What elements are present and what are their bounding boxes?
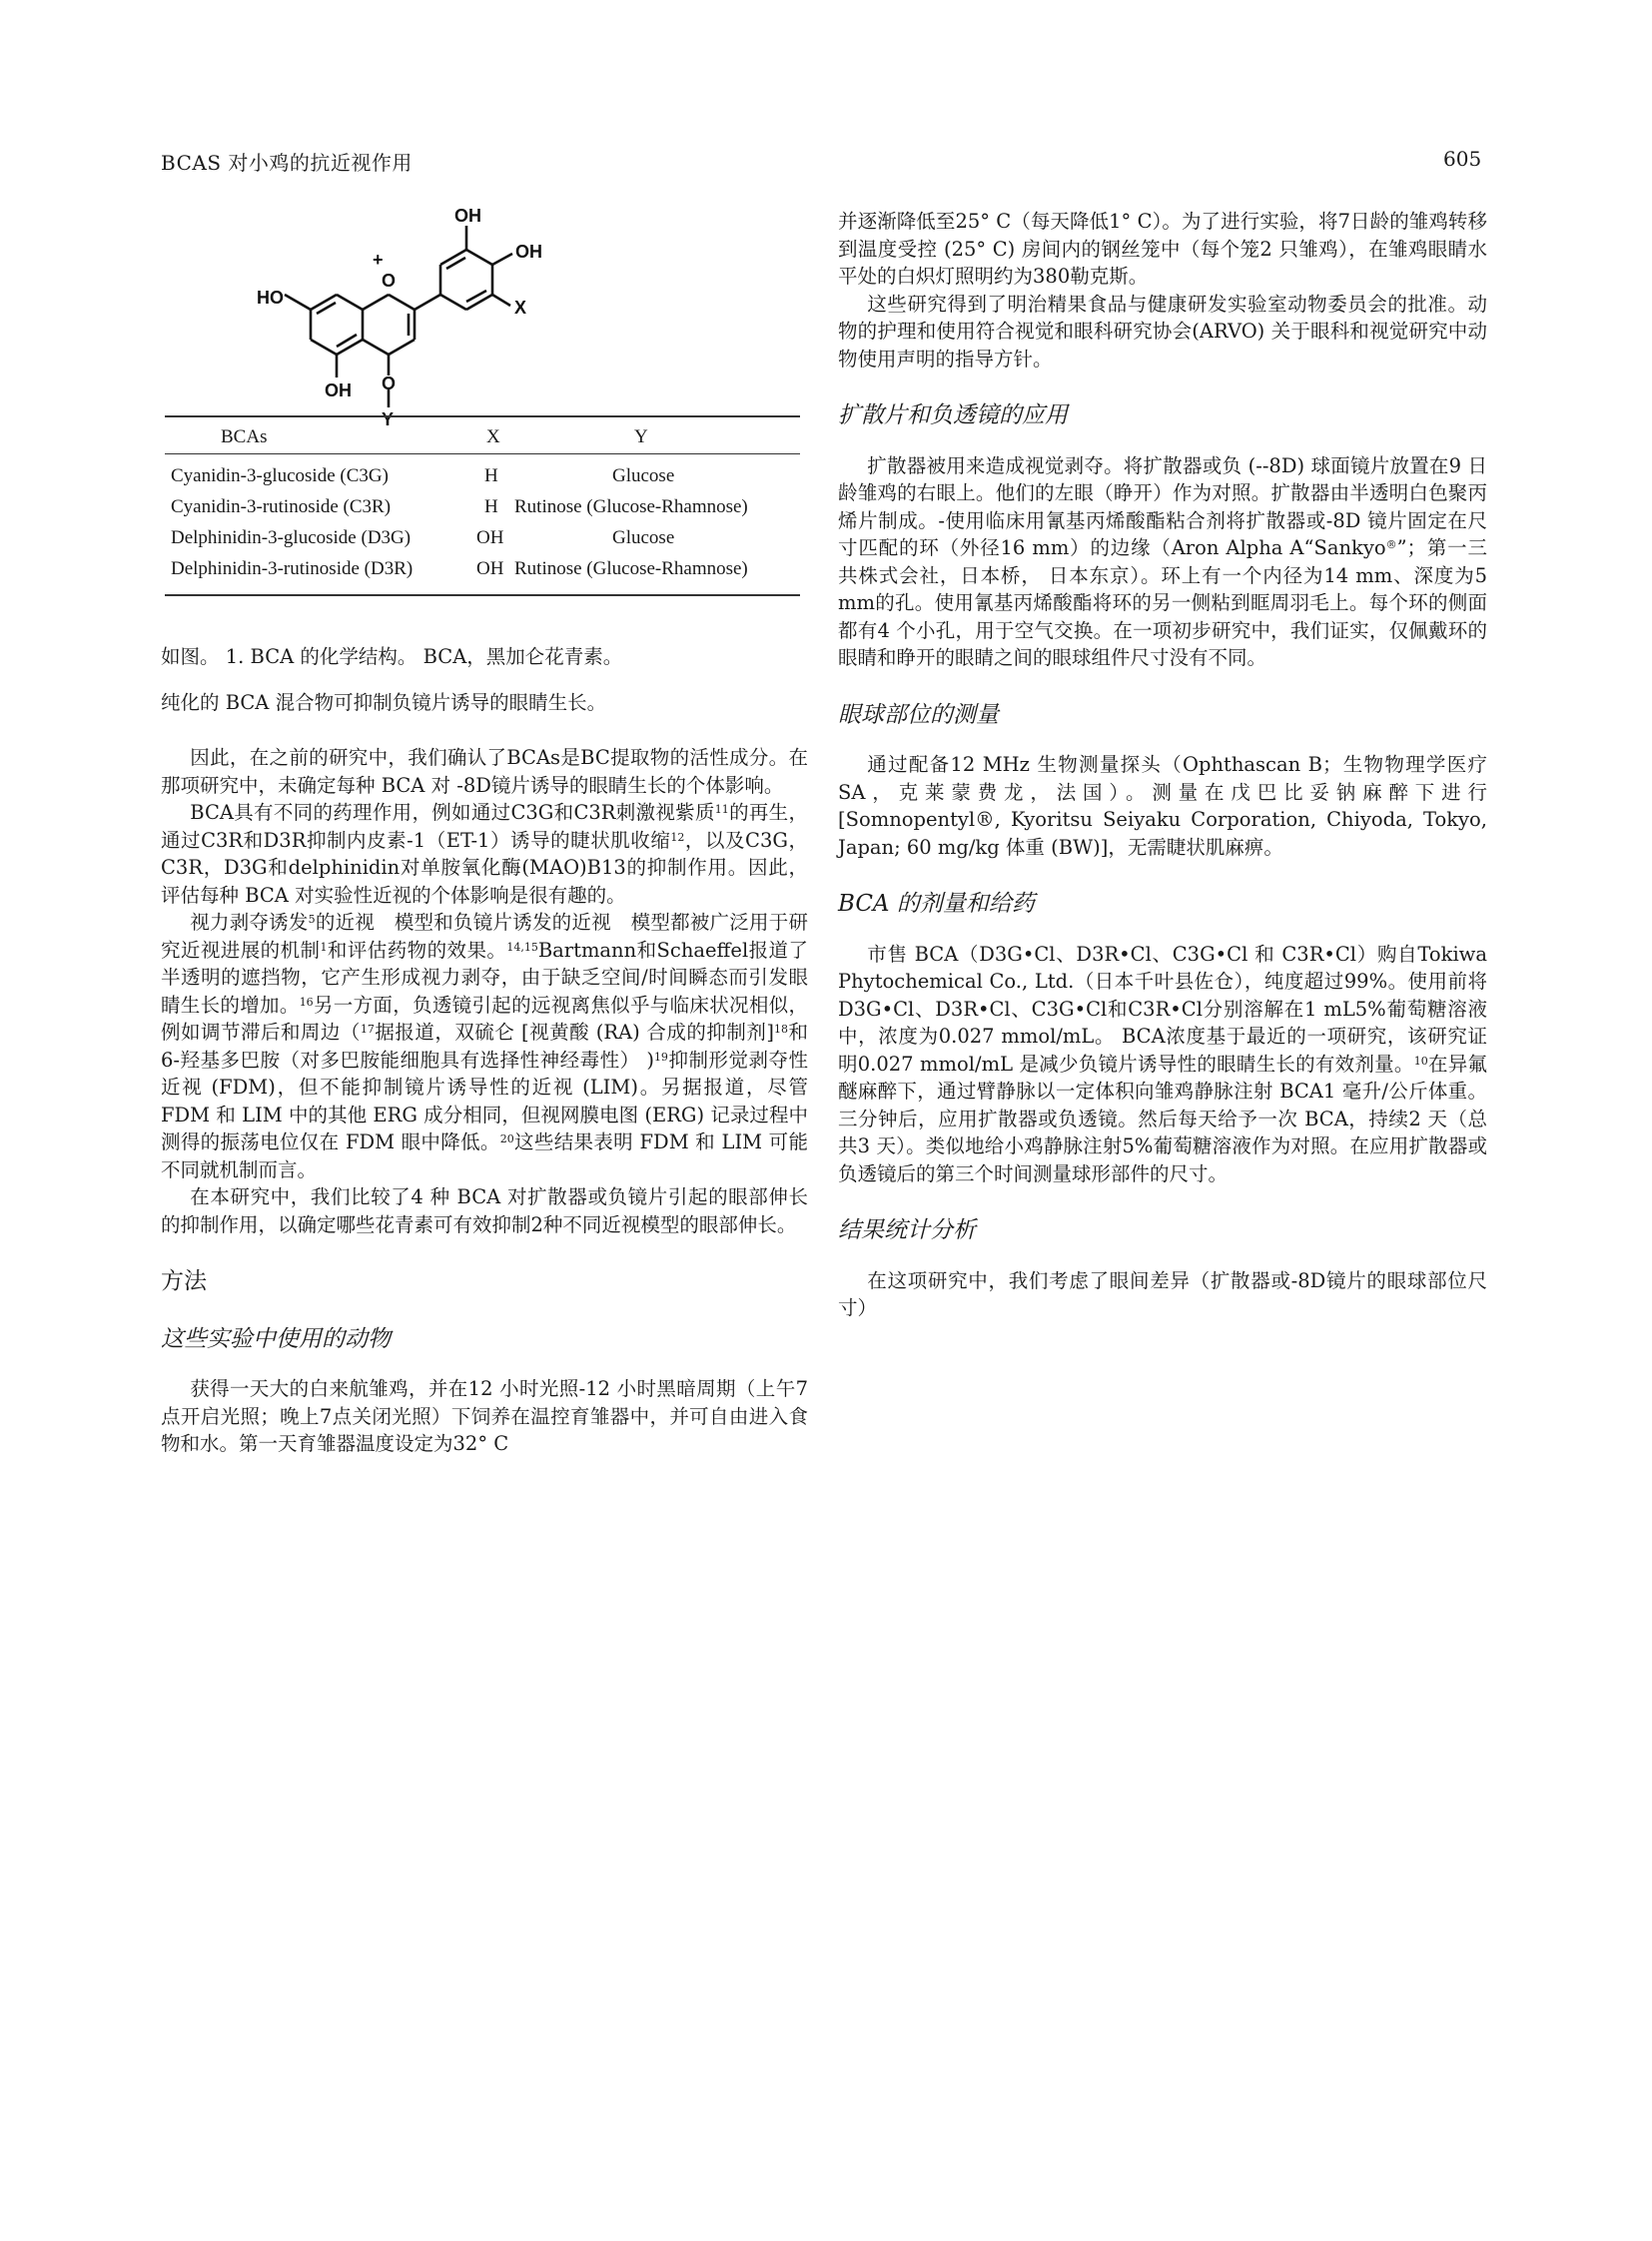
paragraph: 视力剥夺诱发$^5$的近视 模型和负镜片诱发的近视 模型都被广泛用于研究近视进展的机制$^1$和评估药物的效果。$^{14,15}$Bartmann和Schaeffel报道了半透明的遮挡物，它产生形成视力剥夺，由于缺乏空间/时间瞬态而引发眼睛生长的增加。$^{16}$另一方面，负透镜引起的远视离焦似乎与临床状况相似，例如调节滞后和周边（$^{17}$据报道，双硫仑 [视黄酸 (RA) 合成的抑制剂]$^{18}$和6-羟基多巴胺（对多巴胺能细胞具有选择性神经毒性） )$^{19}$抑制形觉剥夺性近视 (FDM)，但不能抑制镜片诱导性的近视 (LIM)。另据报道，尽管 FDM 和 LIM 中的其他 ERG 成分相同，但视网膜电图 (ERG) 记录过程中测得的振荡电位仅在 FDM 眼中降低。$^{20}$这些结果表明 FDM 和 LIM 可能不同就机制而言。 [161, 911, 809, 1181]
left-column [161, 208, 808, 1458]
table-header: X [486, 426, 500, 447]
paragraph: 并逐渐降低至25° C（每天降低1° C）。为了进行实验，将7日龄的雏鸡转移到温度受控 (25° C) 房间内的钢丝笼中（每个笼2 只雏鸡），在雏鸡眼睛水平处的白炽灯照明约为380勒克斯。 [838, 210, 1487, 288]
table-row [165, 555, 800, 586]
table-cell: Delphinidin-3-glucoside (D3G) [171, 527, 412, 548]
charge-label: + [373, 250, 384, 270]
y-label: Y [382, 409, 395, 429]
right-column [838, 208, 1487, 1322]
x-label: X [514, 298, 527, 318]
ring-oxygen-label: O [382, 271, 397, 291]
oh-label-bottom: OH [325, 380, 352, 400]
figure-1 [161, 208, 808, 627]
table-cell: H [484, 496, 498, 517]
o-label: O [382, 374, 397, 393]
paragraph: 扩散器被用来造成视觉剥夺。将扩散器或负 (--8D) 球面镜片放置在9 日龄雏鸡的右眼上。他们的左眼（睁开）作为对照。扩散器由半透明白色聚丙烯片制成。-使用临床用氰基丙烯酸酯粘合剂将扩散器或-8D 镜片固定在尺寸匹配的环（外径16 mm）的边缘（Aron Alpha A“Sankyo®”；第一三共株式会社，日本桥， 日本东京）。环上有一个内径为14 mm、深度为5 mm的孔。使用氰基丙烯酸酯将环的另一侧粘到眶周羽毛上。每个环的侧面都有4 个小孔，用于空气交换。在一项初步研究中，我们证实，仅佩戴环的眼睛和睁开的眼睛之间的眼球组件尺寸没有不同。 [838, 453, 1487, 669]
results-heading: 纯化的 BCA 混合物可抑制负镜片诱导的眼睛生长。 [161, 690, 607, 714]
subsection-heading-ocular: 眼球部位的测量 [838, 701, 999, 728]
table-row [165, 493, 800, 524]
table-cell: H [484, 465, 498, 486]
table-cell: Cyanidin-3-glucoside (C3G) [171, 465, 389, 486]
oh-label-top: OH [454, 208, 481, 226]
section-heading-methods: 方法 [161, 1268, 207, 1294]
paragraph: BCA具有不同的药理作用，例如通过C3G和C3R刺激视紫质$^{11}$的再生，通过C3R和D3R抑制内皮素-1（ET-1）诱导的睫状肌收缩$^{12}$，以及C3G，C3R，D3G和delphinidin对单胺氧化酶(MAO)B13的抑制作用。因此，评估每种 BCA 对实验性近视的个体影响是很有趣的。 [161, 801, 809, 907]
paragraph: 在本研究中，我们比较了4 种 BCA 对扩散器或负镜片引起的眼部伸长的抑制作用，以确定哪些花青素可有效抑制2种不同近视模型的眼部伸长。 [161, 1185, 808, 1236]
paragraph: 市售 BCA（D3G•Cl、D3R•Cl、C3G•Cl 和 C3R•Cl）购自Tokiwa Phytochemical Co., Ltd.（日本千叶县佐仓），纯度超过99%。使用前将D3G•Cl、D3R•Cl、C3G•Cl和C3R•Cl分别溶解在1 mL5%葡萄糖溶液中，浓度为0.027 mmol/mL。 BCA浓度基于最近的一项研究，该研究证明0.027 mmol/mL 是减少负镜片诱导性的眼睛生长的有效剂量。$^{10}$在异氟醚麻醉下，通过臂静脉以一定体积向雏鸡静脉注射 BCA1 毫升/公斤体重。三分钟后，应用扩散器或负透镜。然后每天给予一次 BCA，持续2 天（总共3 天）。类似地给小鸡静脉注射5%葡萄糖溶液作为对照。在应用扩散器或负透镜后的第三个时间测量球形部件的尺寸。 [838, 942, 1487, 1185]
running-header-title: BCAS 对小鸡的抗近视作用 [161, 151, 413, 175]
table-cell: Glucose [612, 527, 675, 548]
table-cell: Delphinidin-3-rutinoside (D3R) [171, 558, 413, 579]
table-cell: OH [476, 527, 504, 548]
page-number: 605 [1443, 147, 1482, 171]
ho-label: HO [257, 288, 284, 308]
bca-table [165, 415, 800, 596]
paragraph: 通过配备12 MHz 生物测量探头（Ophthascan B；生物物理学医疗 SA，克莱蒙费龙，法国）。测量在戊巴比妥钠麻醉下进行 [Somnopentyl®, Kyoritsu Seiyaku Corporation, Chiyoda, Tokyo, Japan; 60 mg/kg 体重 (BW)]，无需睫状肌麻痹。 [838, 753, 1487, 859]
table-cell: Cyanidin-3-rutinoside (C3R) [171, 496, 392, 517]
subsection-heading-animals: 这些实验中使用的动物 [161, 1325, 391, 1352]
subsection-heading-diffuser: 扩散片和负透镜的应用 [838, 402, 1068, 428]
subsection-heading-dose: BCA 的剂量和给药 [838, 891, 1035, 917]
paragraph: 因此，在之前的研究中，我们确认了BCAs是BC提取物的活性成分。在那项研究中，未确定每种 BCA 对 -8D镜片诱导的眼睛生长的个体影响。 [161, 746, 808, 797]
table-header: BCAs [221, 426, 268, 447]
table-bottom-rule [165, 594, 800, 596]
table-cell: Rutinose (Glucose-Rhamnose) [514, 496, 748, 517]
subsection-heading-statistics: 结果统计分析 [838, 1217, 976, 1243]
table-cell: Rutinose (Glucose-Rhamnose) [514, 558, 748, 579]
figure-caption: 如图。 1. BCA 的化学结构。 BCA，黑加仑花青素。 [161, 645, 623, 668]
table-row [165, 462, 800, 493]
table-cell: OH [476, 558, 504, 579]
paragraph: 这些研究得到了明治精果食品与健康研发实验室动物委员会的批准。动物的护理和使用符合视觉和眼科研究协会(ARVO) 关于眼科和视觉研究中动物使用声明的指导方针。 [838, 292, 1487, 371]
table-header: Y [634, 426, 648, 447]
table-header-row [165, 415, 800, 454]
paragraph: 在这项研究中，我们考虑了眼间差异（扩散器或-8D镜片的眼球部位尺寸） [838, 1268, 1487, 1319]
table-row [165, 524, 800, 555]
table-cell: Glucose [612, 465, 675, 486]
oh-label-right: OH [515, 242, 542, 262]
paragraph: 获得一天大的白来航雏鸡，并在12 小时光照-12 小时黑暗周期（上午7点开启光照；晚上7点关闭光照）下饲养在温控育雏器中，并可自由进入食物和水。第一天育雏器温度设定为32° C [161, 1377, 808, 1455]
